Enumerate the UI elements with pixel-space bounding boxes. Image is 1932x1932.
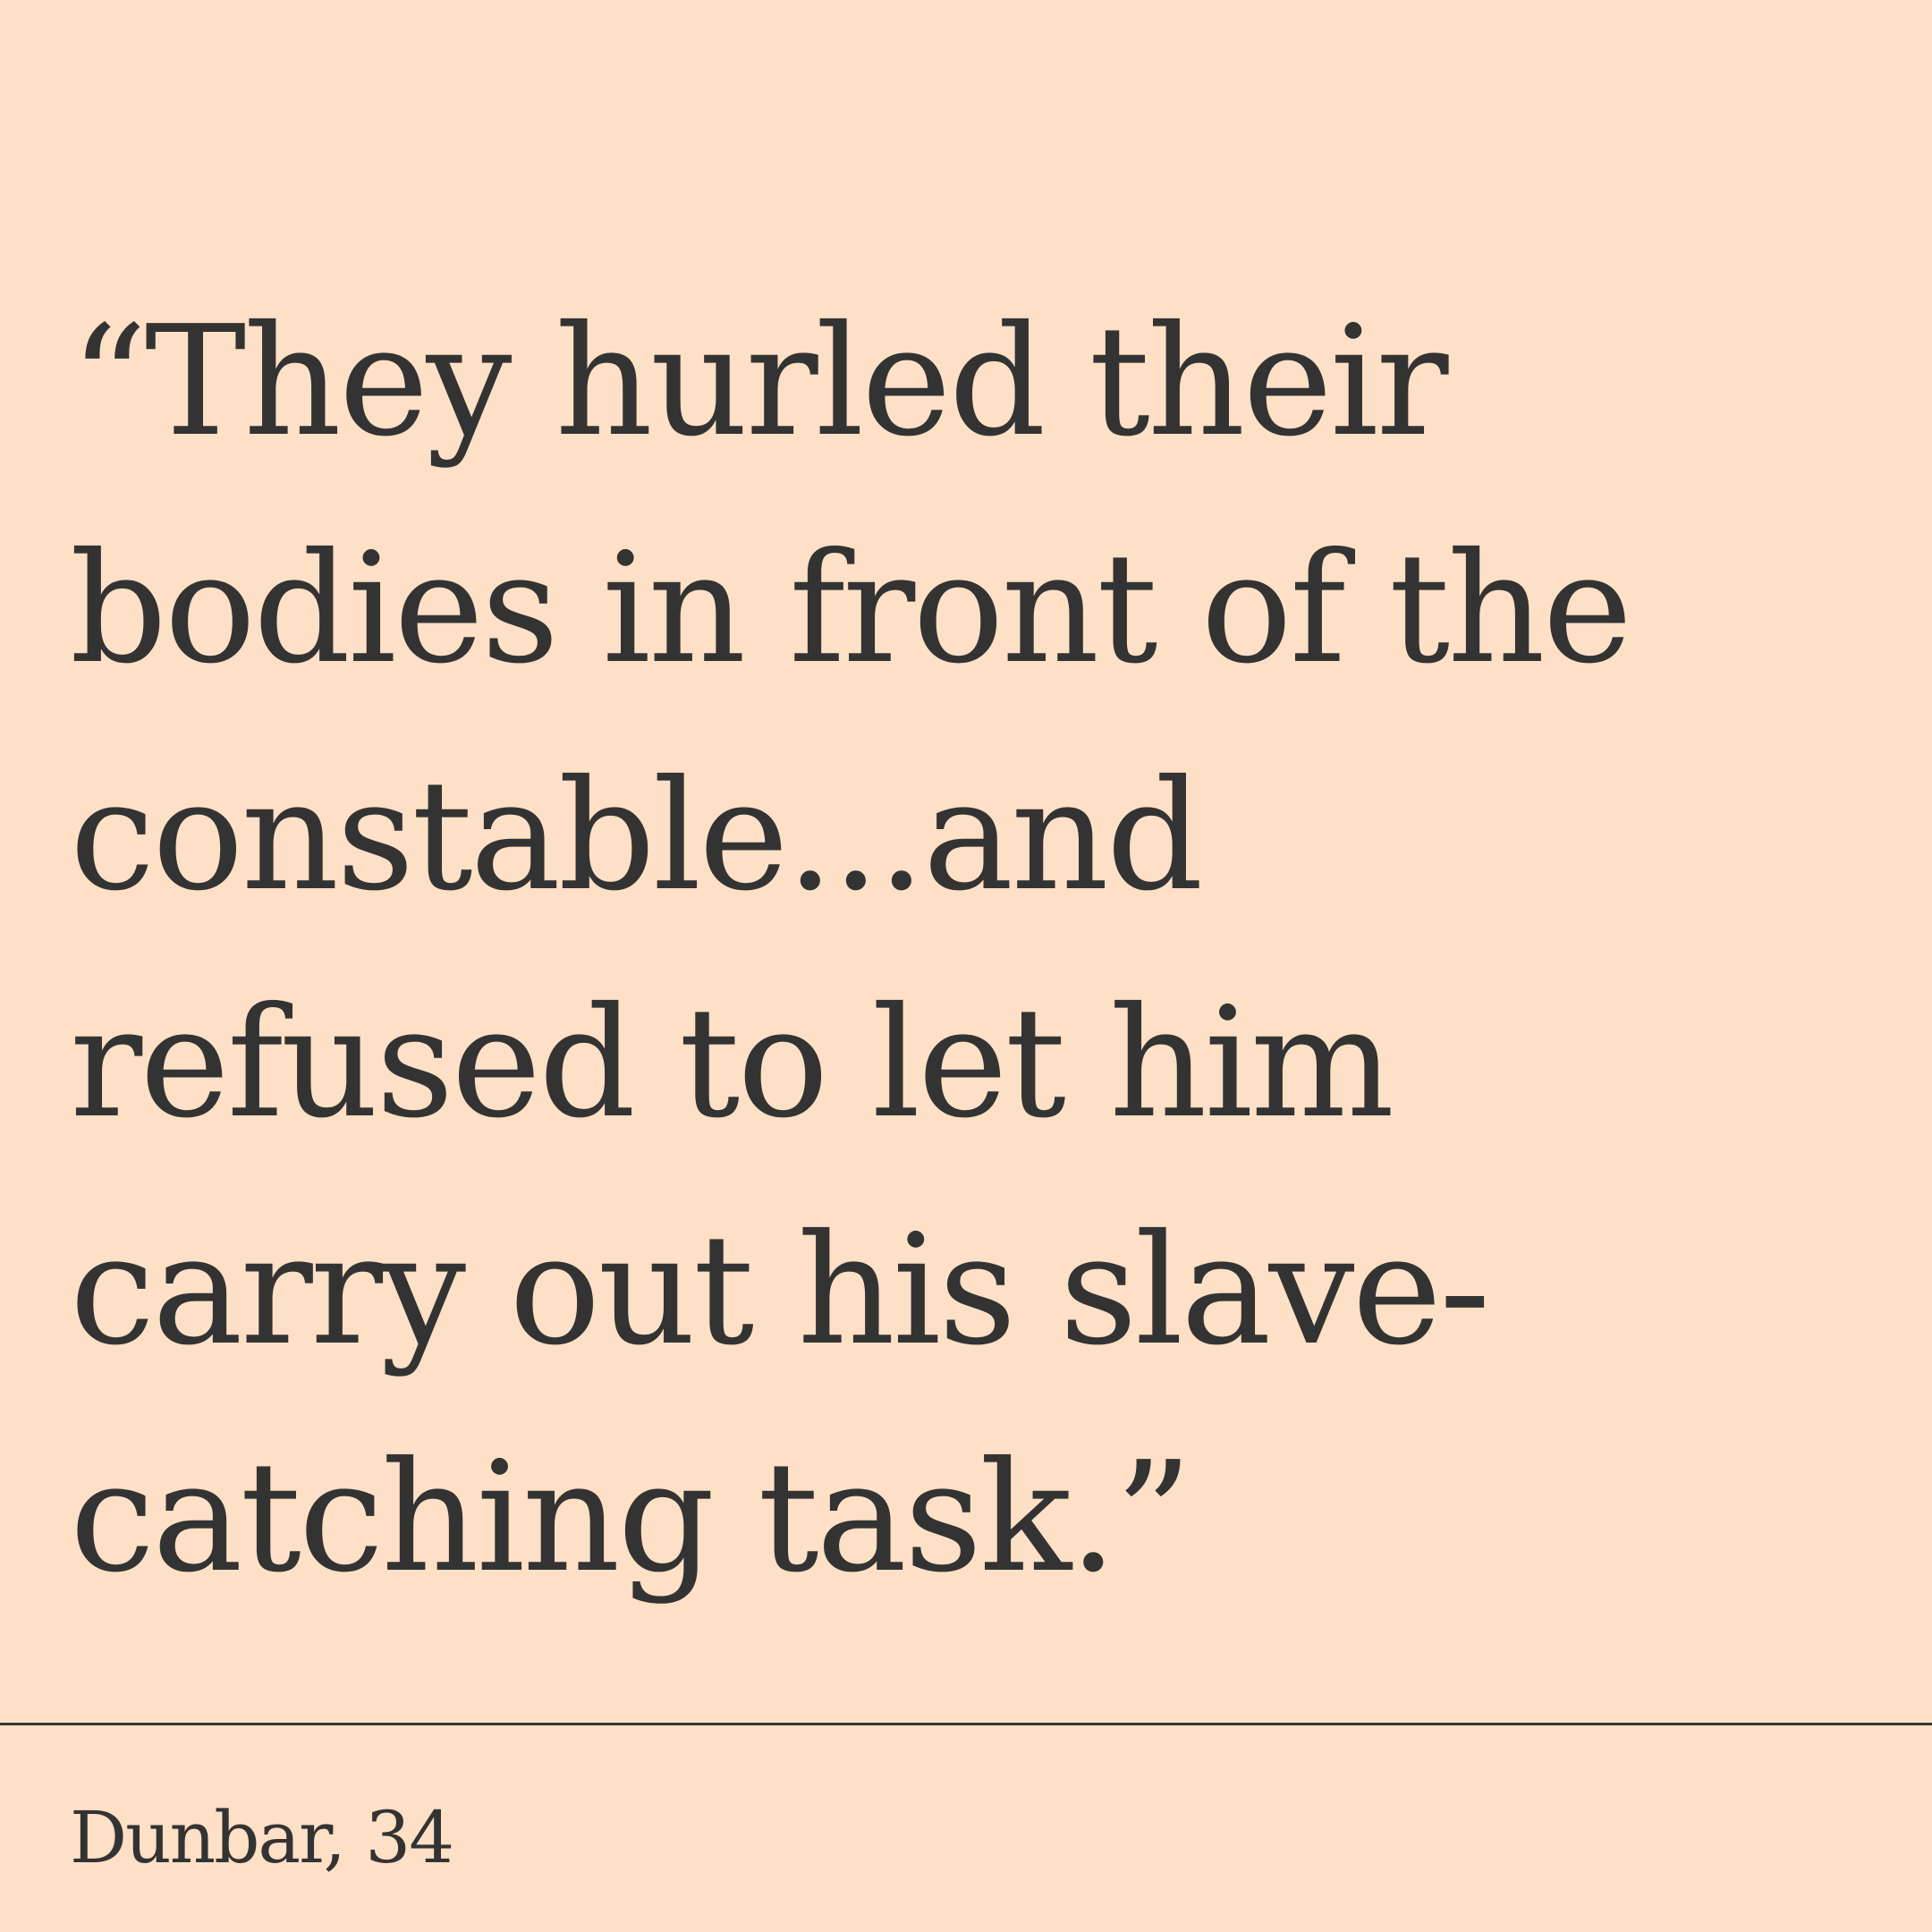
quote-citation: Dunbar, 34	[70, 1796, 453, 1879]
divider-line	[0, 1723, 1932, 1725]
quote-text: “They hurled their bodies in front of the constable...and refused to let him carry out his slave- catching task.”	[70, 293, 1631, 1606]
